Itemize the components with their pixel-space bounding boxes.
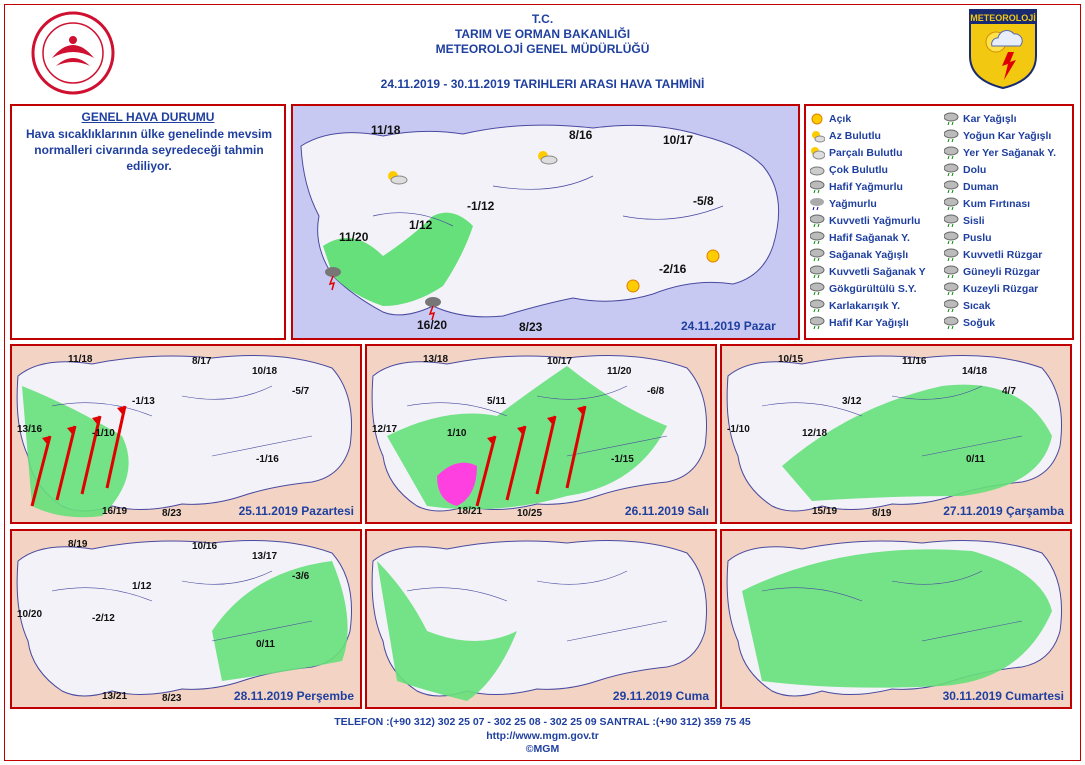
sun-icon: [627, 280, 639, 292]
legend-label: Az Bulutlu: [829, 130, 881, 142]
turkey-map-svg: [293, 106, 798, 338]
temp-label: 10/16: [192, 541, 218, 552]
shower-icon: [810, 248, 825, 262]
rain-icon: [810, 197, 825, 211]
legend-label: Soğuk: [963, 317, 996, 329]
map-date-label: 28.11.2019 Perşembe: [233, 689, 354, 703]
map-date-label: 24.11.2019 Pazar: [681, 319, 776, 333]
map-date-label: 30.11.2019 Cumartesi: [942, 689, 1064, 703]
day-forecast-map: [365, 529, 717, 709]
legend-item: [810, 196, 877, 212]
heavy-snow-icon: [944, 129, 959, 143]
legend-label: Dolu: [963, 164, 987, 176]
header-directorate: METEOROLOJİ GENEL MÜDÜRLÜĞÜ: [435, 42, 650, 56]
legend-item: [944, 162, 986, 178]
legend-item: [810, 111, 851, 127]
map-date-label: 29.11.2019 Cuma: [612, 689, 709, 703]
temp-label: 11/20: [607, 366, 632, 377]
legend-item: [944, 264, 1040, 280]
day-forecast-map: [720, 344, 1072, 524]
legend-label: Çok Bulutlu: [829, 164, 888, 176]
temp-label: 1/12: [409, 218, 433, 232]
legend-item: [944, 179, 999, 195]
sun-small-cloud-icon: [810, 129, 825, 143]
legend-label: Kuvvetli Rüzgar: [963, 249, 1043, 261]
legend-item: [944, 298, 990, 314]
day-forecast-map: [720, 529, 1072, 709]
legend-item: [944, 111, 1017, 127]
temp-label: 12/17: [372, 424, 398, 435]
south-wind-arrows: [12, 346, 360, 522]
temp-label: 14/18: [962, 366, 988, 377]
general-weather-panel: [10, 104, 286, 340]
legend-label: Güneyli Rüzgar: [963, 266, 1041, 278]
day-forecast-map: [365, 344, 717, 524]
map-date-label: 27.11.2019 Çarşamba: [943, 504, 1064, 518]
temp-label: 18/21: [457, 506, 483, 517]
scattered-shower-icon: [944, 146, 959, 160]
temp-label: 8/23: [162, 508, 182, 519]
legend-label: Kum Fırtınası: [963, 198, 1031, 210]
map-date-label: 25.11.2019 Pazartesi: [238, 504, 354, 518]
header-tc: T.C.: [531, 12, 554, 26]
temp-label: -3/6: [292, 571, 310, 582]
temp-label: -6/8: [647, 386, 665, 397]
temp-label: 11/16: [902, 356, 927, 367]
legend-label: Sağanak Yağışlı: [829, 249, 909, 261]
warning-area: [367, 346, 715, 522]
temp-label: 10/18: [252, 366, 278, 377]
light-snow-icon: [810, 316, 825, 330]
legend-item: [810, 315, 909, 331]
header-period: 24.11.2019 - 30.11.2019 TARIHLERI ARASI HAVA TAHMİNİ: [380, 77, 705, 91]
smoke-icon: [944, 180, 959, 194]
legend-label: Duman: [963, 181, 999, 193]
temp-label: 11/18: [371, 123, 401, 137]
heavy-rain-icon: [810, 214, 825, 228]
temp-label: 10/17: [663, 133, 694, 147]
legend-item: [810, 230, 910, 246]
legend-label: Kar Yağışlı: [963, 113, 1017, 125]
day-forecast-map: [10, 529, 362, 709]
turkey-map-svg: [12, 531, 360, 707]
general-weather-title: GENEL HAVA DURUMU: [81, 110, 215, 124]
header-ministry: TARIM VE ORMAN BAKANLIĞI: [454, 27, 631, 41]
temp-label: 0/11: [966, 454, 985, 465]
legend-label: Kuzeyli Rüzgar: [963, 283, 1039, 295]
temp-label: -1/10: [727, 424, 750, 435]
temp-label: 5/11: [487, 396, 506, 407]
footer-url: http://www.mgm.gov.tr: [486, 730, 599, 742]
legend-label: Sıcak: [963, 300, 991, 312]
temp-label: 13/16: [17, 424, 43, 435]
thunderstorm-icon: [810, 282, 825, 296]
temp-label: 3/12: [842, 396, 862, 407]
legend-item: [810, 264, 926, 280]
map-date-label: 26.11.2019 Salı: [624, 504, 709, 518]
cold-icon: [944, 316, 959, 330]
temp-label: 16/19: [102, 506, 128, 517]
temp-label: 16/20: [417, 318, 448, 332]
legend-item: [810, 162, 888, 178]
north-wind-icon: [944, 282, 959, 296]
heavy-shower-icon: [810, 265, 825, 279]
temp-label: -2/16: [659, 262, 687, 276]
legend-label: Sisli: [963, 215, 985, 227]
legend-item: [810, 298, 900, 314]
legend-item: [944, 145, 1056, 161]
mist-icon: [944, 231, 959, 245]
legend-item: [810, 281, 917, 297]
legend-label: Puslu: [963, 232, 992, 244]
light-shower-icon: [810, 231, 825, 245]
legend-label: Kuvvetli Sağanak Y: [829, 266, 926, 278]
temp-label: 1/12: [132, 581, 152, 592]
temp-label: 0/11: [256, 639, 275, 650]
light-rain-icon: [810, 180, 825, 194]
legend-label: Yoğun Kar Yağışlı: [963, 130, 1052, 142]
turkey-map-svg: [722, 346, 1070, 522]
sandstorm-icon: [944, 197, 959, 211]
temp-label: 13/18: [423, 354, 449, 365]
legend-label: Karlakarışık Y.: [829, 300, 901, 312]
temp-label: 8/23: [519, 320, 543, 334]
footer-copyright: ©MGM: [525, 743, 560, 755]
temp-label: 11/20: [339, 230, 369, 244]
temp-label: -1/16: [256, 454, 279, 465]
temp-label: 8/23: [162, 693, 182, 704]
legend-panel: [804, 104, 1074, 340]
temp-label: 10/20: [17, 609, 43, 620]
legend-label: Hafif Sağanak Y.: [829, 232, 910, 244]
temp-label: -5/8: [693, 194, 714, 208]
legend-item: [810, 247, 908, 263]
legend-label: Hafif Yağmurlu: [829, 181, 903, 193]
fog-icon: [944, 214, 959, 228]
legend-label: Gökgürültülü S.Y.: [829, 283, 917, 295]
legend-item: [810, 213, 920, 229]
temp-label: -1/13: [132, 396, 155, 407]
temp-label: -1/12: [467, 199, 495, 213]
legend-label: Yer Yer Sağanak Y.: [963, 147, 1057, 159]
temp-label: 12/18: [802, 428, 828, 439]
legend-label: Hafif Kar Yağışlı: [829, 317, 909, 329]
meteoroloji-logo: [968, 8, 1038, 90]
legend-item: [944, 213, 985, 229]
legend-label: Açık: [829, 113, 852, 125]
temp-label: 8/19: [872, 508, 892, 519]
legend-item: [944, 247, 1042, 263]
temp-label: 10/17: [547, 356, 573, 367]
main-forecast-map: [291, 104, 800, 340]
snow-icon: [944, 112, 959, 126]
partly-cloudy-icon: [810, 146, 825, 160]
legend-item: [944, 128, 1051, 144]
legend-item: [810, 128, 881, 144]
day-forecast-map: [10, 344, 362, 524]
turkey-map-svg: [367, 531, 715, 707]
strong-wind-icon: [944, 248, 959, 262]
legend-item: [810, 145, 903, 161]
legend-item: [944, 196, 1030, 212]
temp-label: 10/15: [778, 354, 804, 365]
logo-text: METEOROLOJİ: [970, 13, 1036, 23]
temp-label: 8/16: [569, 128, 593, 142]
temp-label: -2/12: [92, 613, 115, 624]
sleet-icon: [810, 299, 825, 313]
general-weather-text: Hava sıcaklıklarının ülke genelinde mevsim normalleri civarında seyredeceği tahmin ediliyor.: [25, 127, 273, 173]
cloudy-icon: [810, 163, 825, 177]
temp-label: 15/19: [812, 506, 838, 517]
legend-label: Yağmurlu: [829, 198, 877, 210]
legend-item: [944, 315, 995, 331]
temp-label: 13/21: [102, 691, 128, 702]
hot-icon: [944, 299, 959, 313]
turkey-map-svg: [722, 531, 1070, 707]
sun-icon: [707, 250, 719, 262]
temp-label: 11/18: [68, 354, 93, 365]
temp-label: 8/19: [68, 539, 88, 550]
legend-label: Kuvvetli Yağmurlu: [829, 215, 921, 227]
temp-label: 1/10: [447, 428, 467, 439]
temp-label: 13/17: [252, 551, 278, 562]
sun-icon: [810, 112, 825, 126]
temp-label: -1/15: [611, 454, 634, 465]
temp-label: -1/10: [92, 428, 115, 439]
footer-phone: TELEFON :(+90 312) 302 25 07 - 302 25 08 - 302 25 09 SANTRAL :(+90 312) 359 75 45: [334, 716, 751, 728]
temp-label: 8/17: [192, 356, 212, 367]
legend-item: [810, 179, 903, 195]
temp-label: 4/7: [1002, 386, 1016, 397]
legend-label: Parçalı Bulutlu: [829, 147, 903, 159]
legend-item: [944, 230, 992, 246]
temp-label: 10/25: [517, 508, 543, 519]
south-wind-icon: [944, 265, 959, 279]
hail-icon: [944, 163, 959, 177]
legend-item: [944, 281, 1038, 297]
temp-label: -5/7: [292, 386, 310, 397]
